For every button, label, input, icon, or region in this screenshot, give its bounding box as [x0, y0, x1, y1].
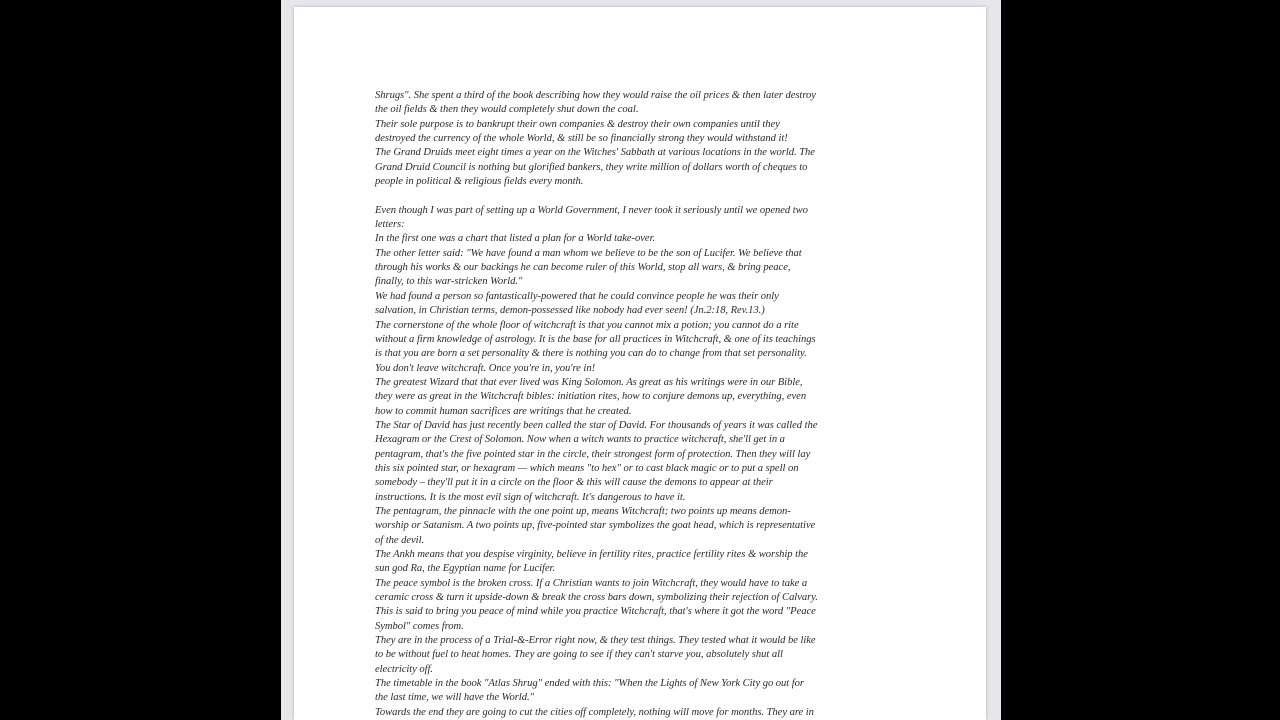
document-page[interactable]	[294, 7, 986, 720]
text-line: to be without fuel to heat homes. They are going to see if they can't starve you, absolutely shut all	[375, 649, 783, 661]
text-line: You don't leave witchcraft. Once you're in, you're in!	[375, 362, 596, 374]
text-line: The cornerstone of the whole floor of witchcraft is that you cannot mix a potion; you cannot do a rite	[375, 319, 799, 331]
text-line: salvation, in Christian terms, demon-possessed like nobody had ever seen! (Jn.2:18, Rev.13.)	[375, 305, 765, 317]
text-line: somebody – they'll put it in a circle on the floor & this will cause the demons to appear at their	[375, 477, 773, 489]
text-line: finally, to this war-stricken World."	[375, 276, 523, 288]
text-line: Symbol" comes from.	[375, 620, 464, 632]
text-line: Even though I was part of setting up a World Government, I never took it seriously until we opened two	[375, 204, 808, 216]
text-line: ceramic cross & turn it upside-down & break the cross bars down, symbolizing their rejection of Calvary.	[375, 592, 818, 604]
text-line: without a firm knowledge of astrology. It is the base for all practices in Witchcraft, & one of its teachings	[375, 333, 816, 345]
text-line: pentagram, that's the five pointed star in the circle, their strongest form of protection. Then they will lay	[375, 448, 811, 460]
text-line: letters:	[375, 219, 405, 231]
text-line: Their sole purpose is to bankrupt their own companies & destroy their own companies until they	[375, 118, 780, 130]
paragraph-gap	[375, 189, 905, 203]
text-line: The greatest Wizard that that ever lived was King Solomon. As great as his writings were in our Bible,	[375, 376, 803, 388]
text-line: sun god Ra, the Egyptian name for Lucifer.	[375, 563, 556, 575]
text-line: In the first one was a chart that listed a plan for a World take-over.	[375, 233, 656, 245]
text-line: The pentagram, the pinnacle with the one point up, means Witchcraft; two points up means demon-	[375, 505, 791, 517]
text-line: They are in the process of a Trial-&-Error right now, & they test things. They tested what it would be like	[375, 635, 816, 647]
text-line: We had found a person so fantastically-powered that he could convince people he was their only	[375, 290, 779, 302]
text-line: The other letter said: "We have found a man whom we believe to be the son of Lucifer. We believe that	[375, 247, 802, 259]
text-line: they were as great in the Witchcraft bibles: initiation rites, how to conjure demons up, everything, even	[375, 391, 807, 403]
text-line: Grand Druid Council is nothing but glorified bankers, they write million of dollars worth of cheques to	[375, 161, 808, 173]
text-line: people in political & religious fields every month.	[375, 176, 584, 188]
text-line: The Star of David has just recently been called the star of David. For thousands of years it was called the	[375, 419, 818, 431]
document-body-text	[375, 89, 905, 720]
text-line: The timetable in the book "Atlas Shrug" ended with this: "When the Lights of New York City go out for	[375, 678, 804, 690]
text-line: The Grand Druids meet eight times a year on the Witches' Sabbath at various locations in the world. The	[375, 147, 815, 159]
text-line: worship or Satanism. A two points up, five-pointed star symbolizes the goat head, which is representative	[375, 520, 816, 532]
text-line: how to commit human sacrifices are writings that he created.	[375, 405, 632, 417]
text-line: Towards the end they are going to cut the cities off completely, nothing will move for months. They are in	[375, 706, 814, 718]
text-line: electricity off.	[375, 663, 434, 675]
text-line: destroyed the currency of the whole World, & still be so financially strong they would withstand it!	[375, 133, 788, 145]
text-line: this six pointed star, or hexagram — which means "to hex" or to cast black magic or to put a spell on	[375, 462, 799, 474]
text-line: This is said to bring you peace of mind while you practice Witchcraft, that's where it got the word "Peace	[375, 606, 816, 618]
text-line: the last time, we will have the World."	[375, 692, 534, 704]
text-line: Shrugs". She spent a third of the book describing how they would raise the oil prices & then later destroy	[375, 90, 816, 101]
text-line: is that you are born a set personality & there is nothing you can do to change from that set personality.	[375, 348, 807, 360]
text-line: of the devil.	[375, 534, 425, 546]
text-line: through his works & our backings he can become ruler of this World, stop all wars, & bring peace,	[375, 262, 791, 274]
text-line: The peace symbol is the broken cross. If a Christian wants to join Witchcraft, they would have to take a	[375, 577, 808, 589]
text-line: The Ankh means that you despise virginity, believe in fertility rites, practice fertility rites & worship the	[375, 549, 808, 560]
text-line: Hexagram or the Crest of Solomon. Now when a witch wants to practice witchcraft, she'll get in a	[375, 434, 785, 446]
text-line: the oil fields & then they would completely shut down the coal.	[375, 104, 639, 116]
text-line: instructions. It is the most evil sign of witchcraft. It's dangerous to have it.	[375, 491, 686, 503]
